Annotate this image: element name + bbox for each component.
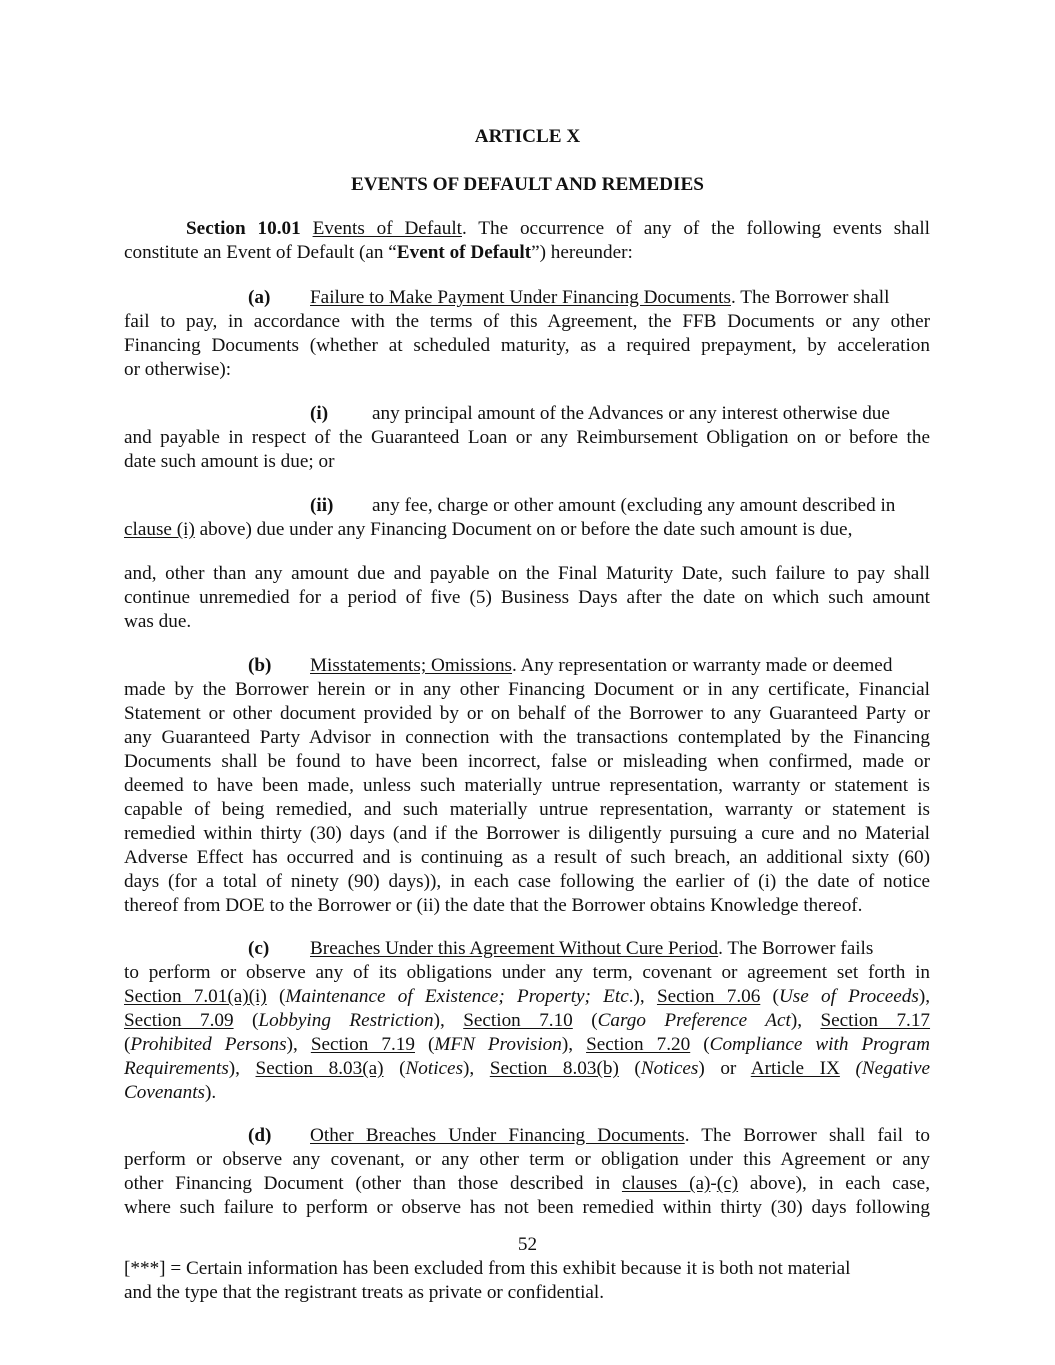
clause-a-tail-1: and, other than any amount due and payable on the Final Maturity Date, such failure to pay shall: [124, 563, 930, 584]
ref-section-7-09[interactable]: Section 7.09: [124, 1010, 234, 1031]
clause-b-line-9: Adverse Effect has occurred and is continuing as a result of such breach, an additional sixty (60): [124, 847, 930, 868]
defined-term: Event of Default: [396, 242, 532, 263]
ref-section-7-10[interactable]: Section 7.10: [463, 1010, 573, 1031]
clause-i-reference[interactable]: clause (i): [124, 519, 195, 540]
clause-a-line-2: fail to pay, in accordance with the terms of this Agreement, the FFB Documents or any other: [124, 311, 930, 332]
clause-a-tail-3: was due.: [124, 611, 192, 632]
clause-c-line-4: Section 7.09 (Lobbying Restriction), Section 7.10 (Cargo Preference Act), Section 7.17: [124, 1010, 931, 1031]
clause-b-line-5: Documents shall be found to have been incorrect, false or misleading when confirmed, made or: [124, 751, 930, 772]
clause-d-heading: Other Breaches Under Financing Documents: [310, 1125, 685, 1146]
ref-article-ix[interactable]: Article IX: [750, 1058, 840, 1079]
subclause-i-line-3: date such amount is due; or: [124, 451, 335, 472]
ref-clauses-a[interactable]: clauses (a): [621, 1173, 711, 1194]
clause-d-line-3: other Financing Document (other than those described in clauses (a)-(c) above), in each case,: [124, 1173, 930, 1194]
ref-section-7-17[interactable]: Section 7.17: [820, 1010, 931, 1031]
clause-b-label: (b): [248, 655, 272, 676]
clause-c-line-5: (Prohibited Persons), Section 7.19 (MFN Provision), Section 7.20 (Compliance with Program: [124, 1034, 931, 1055]
clause-c-line-3: Section 7.01(a)(i) (Maintenance of Existence; Property; Etc.), Section 7.06 (Use of Proceeds),: [124, 986, 931, 1007]
section-heading: Events of Default: [312, 218, 462, 239]
clause-a-label: (a): [248, 287, 271, 308]
clause-a-heading: Failure to Make Payment Under Financing Documents: [310, 287, 731, 308]
clause-b-line-11: thereof from DOE to the Borrower or (ii) the date that the Borrower obtains Knowledge thereof.: [124, 895, 863, 916]
clause-b-line-4: any Guaranteed Party Advisor in connection with the transactions contemplated by the Financing: [124, 727, 930, 748]
clause-d-line-4: where such failure to perform or observe has not been remedied within thirty (30) days following: [124, 1197, 930, 1218]
clause-c-heading: Breaches Under this Agreement Without Cure Period: [310, 938, 719, 959]
clause-c-label: (c): [248, 938, 270, 959]
clause-d-label: (d): [248, 1125, 272, 1146]
subclause-ii-line-2: clause (i) above) due under any Financing Document on or before the date such amount is due,: [124, 519, 853, 540]
subclause-ii-line-1: (ii) any fee, charge or other amount (excluding any amount described in: [310, 495, 896, 516]
page-number: 52: [517, 1234, 538, 1255]
section-intro-line-2: constitute an Event of Default (an “Event of Default”) hereunder:: [124, 242, 633, 263]
clause-b-line-8: remedied within thirty (30) days (and if the Borrower is diligently pursuing a cure and no Material: [124, 823, 930, 844]
subclause-i-line-2: and payable in respect of the Guaranteed Loan or any Reimbursement Obligation on or before the: [124, 427, 930, 448]
ref-section-8-03b[interactable]: Section 8.03(b): [489, 1058, 619, 1079]
subclause-ii-label: (ii): [310, 495, 334, 516]
subclause-i-line-1: (i) any principal amount of the Advances or any interest otherwise due: [310, 403, 890, 424]
ref-section-7-06[interactable]: Section 7.06: [656, 986, 761, 1007]
clause-b-line-3: Statement or other document provided by or on behalf of the Borrower to any Guaranteed Party or: [124, 703, 930, 724]
clause-a-line-4: or otherwise):: [124, 359, 232, 380]
clause-b-line-1: (b) Misstatements; Omissions. Any representation or warranty made or deemed: [248, 655, 893, 676]
ref-clause-c[interactable]: (c): [716, 1173, 739, 1194]
ref-section-7-01[interactable]: Section 7.01(a)(i): [124, 986, 267, 1007]
article-title: ARTICLE X: [474, 126, 581, 147]
footer-note-line-1: [***] = Certain information has been excluded from this exhibit because it is both not material: [124, 1258, 851, 1279]
clause-a-line-3: Financing Documents (whether at scheduled maturity, as a required prepayment, by acceleration: [124, 335, 930, 356]
clause-c-line-2: to perform or observe any of its obligations under any term, covenant or agreement set forth in: [124, 962, 930, 983]
subclause-i-label: (i): [310, 403, 329, 424]
clause-b-line-10: days (for a total of ninety (90) days)), in each case following the earlier of (i) the date of notice: [124, 871, 930, 892]
clause-b-line-7: capable of being remedied, and such materially untrue representation, warranty or statement is: [124, 799, 930, 820]
clause-a-tail-2: continue unremedied for a period of five (5) Business Days after the date on which such amount: [124, 587, 930, 608]
ref-section-7-20[interactable]: Section 7.20: [586, 1034, 691, 1055]
article-subtitle: EVENTS OF DEFAULT AND REMEDIES: [351, 174, 704, 195]
clause-d-line-1: (d) Other Breaches Under Financing Documents. The Borrower shall fail to: [248, 1125, 930, 1146]
clause-a-line-1: (a) Failure to Make Payment Under Financing Documents. The Borrower shall: [248, 287, 890, 308]
section-number: Section 10.01: [186, 218, 301, 239]
clause-d-line-2: perform or observe any covenant, or any other term or obligation under this Agreement or any: [124, 1149, 930, 1170]
clause-c-line-1: (c) Breaches Under this Agreement Without Cure Period. The Borrower fails: [248, 938, 874, 959]
clause-c-line-7: Covenants).: [124, 1082, 217, 1103]
section-intro-line-1: Section 10.01 Events of Default. The occurrence of any of the following events shall: [186, 218, 930, 239]
clause-c-line-6: Requirements), Section 8.03(a) (Notices), Section 8.03(b) (Notices) or Article IX (Negative: [124, 1058, 931, 1079]
footer-note-line-2: and the type that the registrant treats as private or confidential.: [124, 1282, 605, 1303]
ref-section-8-03a[interactable]: Section 8.03(a): [255, 1058, 384, 1079]
ref-section-7-19[interactable]: Section 7.19: [310, 1034, 415, 1055]
clause-b-heading: Misstatements; Omissions: [310, 655, 513, 676]
clause-b-line-2: made by the Borrower herein or in any other Financing Document or in any certificate, Financial: [124, 679, 930, 700]
clause-b-line-6: deemed to have been made, unless such materially untrue representation, warranty or statement is: [124, 775, 930, 796]
